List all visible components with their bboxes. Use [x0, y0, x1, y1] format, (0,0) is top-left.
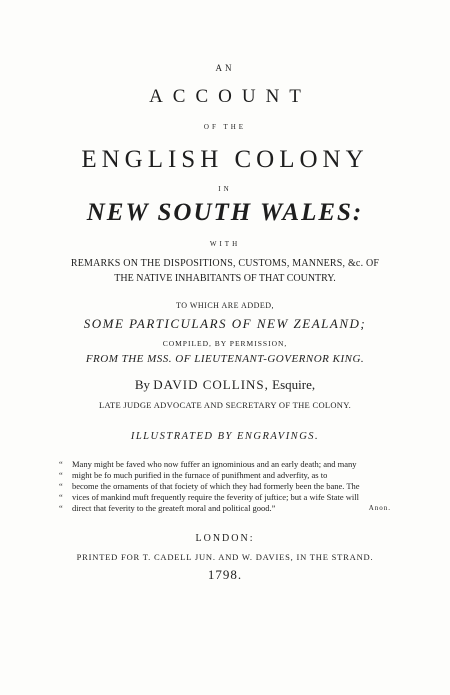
- author-by: By: [134, 377, 151, 392]
- title-of-the: OF THE: [203, 123, 247, 131]
- quote-mark: “: [59, 492, 63, 502]
- subtitle-new-zealand: SOME PARTICULARS OF NEW ZEALAND;: [83, 316, 367, 331]
- author-esquire: Esquire,: [272, 377, 316, 392]
- imprint-city: LONDON:: [195, 533, 255, 544]
- quote-mark: “: [59, 470, 63, 480]
- title-english-colony: ENGLISH COLONY: [81, 146, 369, 173]
- epigraph-line: [59, 470, 391, 481]
- epigraph-text: Many might be faved who now fuffer an ignominious and an early death; and many: [72, 459, 357, 469]
- subtitle-with: WITH: [209, 240, 241, 248]
- author-name: DAVID COLLINS,: [153, 377, 269, 392]
- epigraph-text: might be fo much purified in the furnace of punifhment and adverfity, as to: [72, 470, 328, 480]
- epigraph-line: [59, 492, 391, 503]
- epigraph-text: vices of mankind muft frequently require the feverity of juftice; but a wife State will: [72, 492, 360, 502]
- subtitle-from-mss: FROM THE MSS. OF LIEUTENANT-GOVERNOR KING.: [85, 353, 365, 365]
- quote-mark: “: [59, 459, 63, 469]
- title-new-south-wales: NEW SOUTH WALES:: [86, 199, 364, 226]
- title-in: IN: [218, 185, 232, 193]
- epigraph-line: [59, 459, 391, 470]
- subtitle-remarks-line2: THE NATIVE INHABITANTS OF THAT COUNTRY.: [114, 273, 336, 284]
- illustrated-note: ILLUSTRATED BY ENGRAVINGS.: [130, 431, 320, 442]
- author-line: [0, 377, 450, 393]
- subtitle-compiled: COMPILED, BY PERMISSION,: [162, 339, 288, 348]
- imprint-year: 1798.: [207, 567, 243, 582]
- epigraph-text: become the ornaments of that fociety of which they had formerly been the bane. The: [72, 481, 360, 491]
- imprint-printer: PRINTED FOR T. CADELL JUN. AND W. DAVIES, IN THE STRAND.: [76, 552, 374, 562]
- epigraph-line: [59, 481, 391, 492]
- title-an: AN: [215, 63, 235, 73]
- subtitle-remarks-line1: REMARKS ON THE DISPOSITIONS, CUSTOMS, MANNERS, &c. OF: [70, 258, 380, 269]
- epigraph-line: [59, 503, 391, 514]
- epigraph: [59, 459, 391, 514]
- quote-mark: “: [59, 503, 63, 513]
- title-account: ACCOUNT: [149, 86, 311, 107]
- epigraph-text: direct that feverity to the greateft moral and political good.”: [72, 503, 276, 513]
- author-title: LATE JUDGE ADVOCATE AND SECRETARY OF THE COLONY.: [98, 400, 352, 410]
- subtitle-to-which-added: TO WHICH ARE ADDED,: [175, 301, 275, 310]
- quote-mark: “: [59, 481, 63, 491]
- epigraph-attribution: Anon.: [368, 504, 391, 512]
